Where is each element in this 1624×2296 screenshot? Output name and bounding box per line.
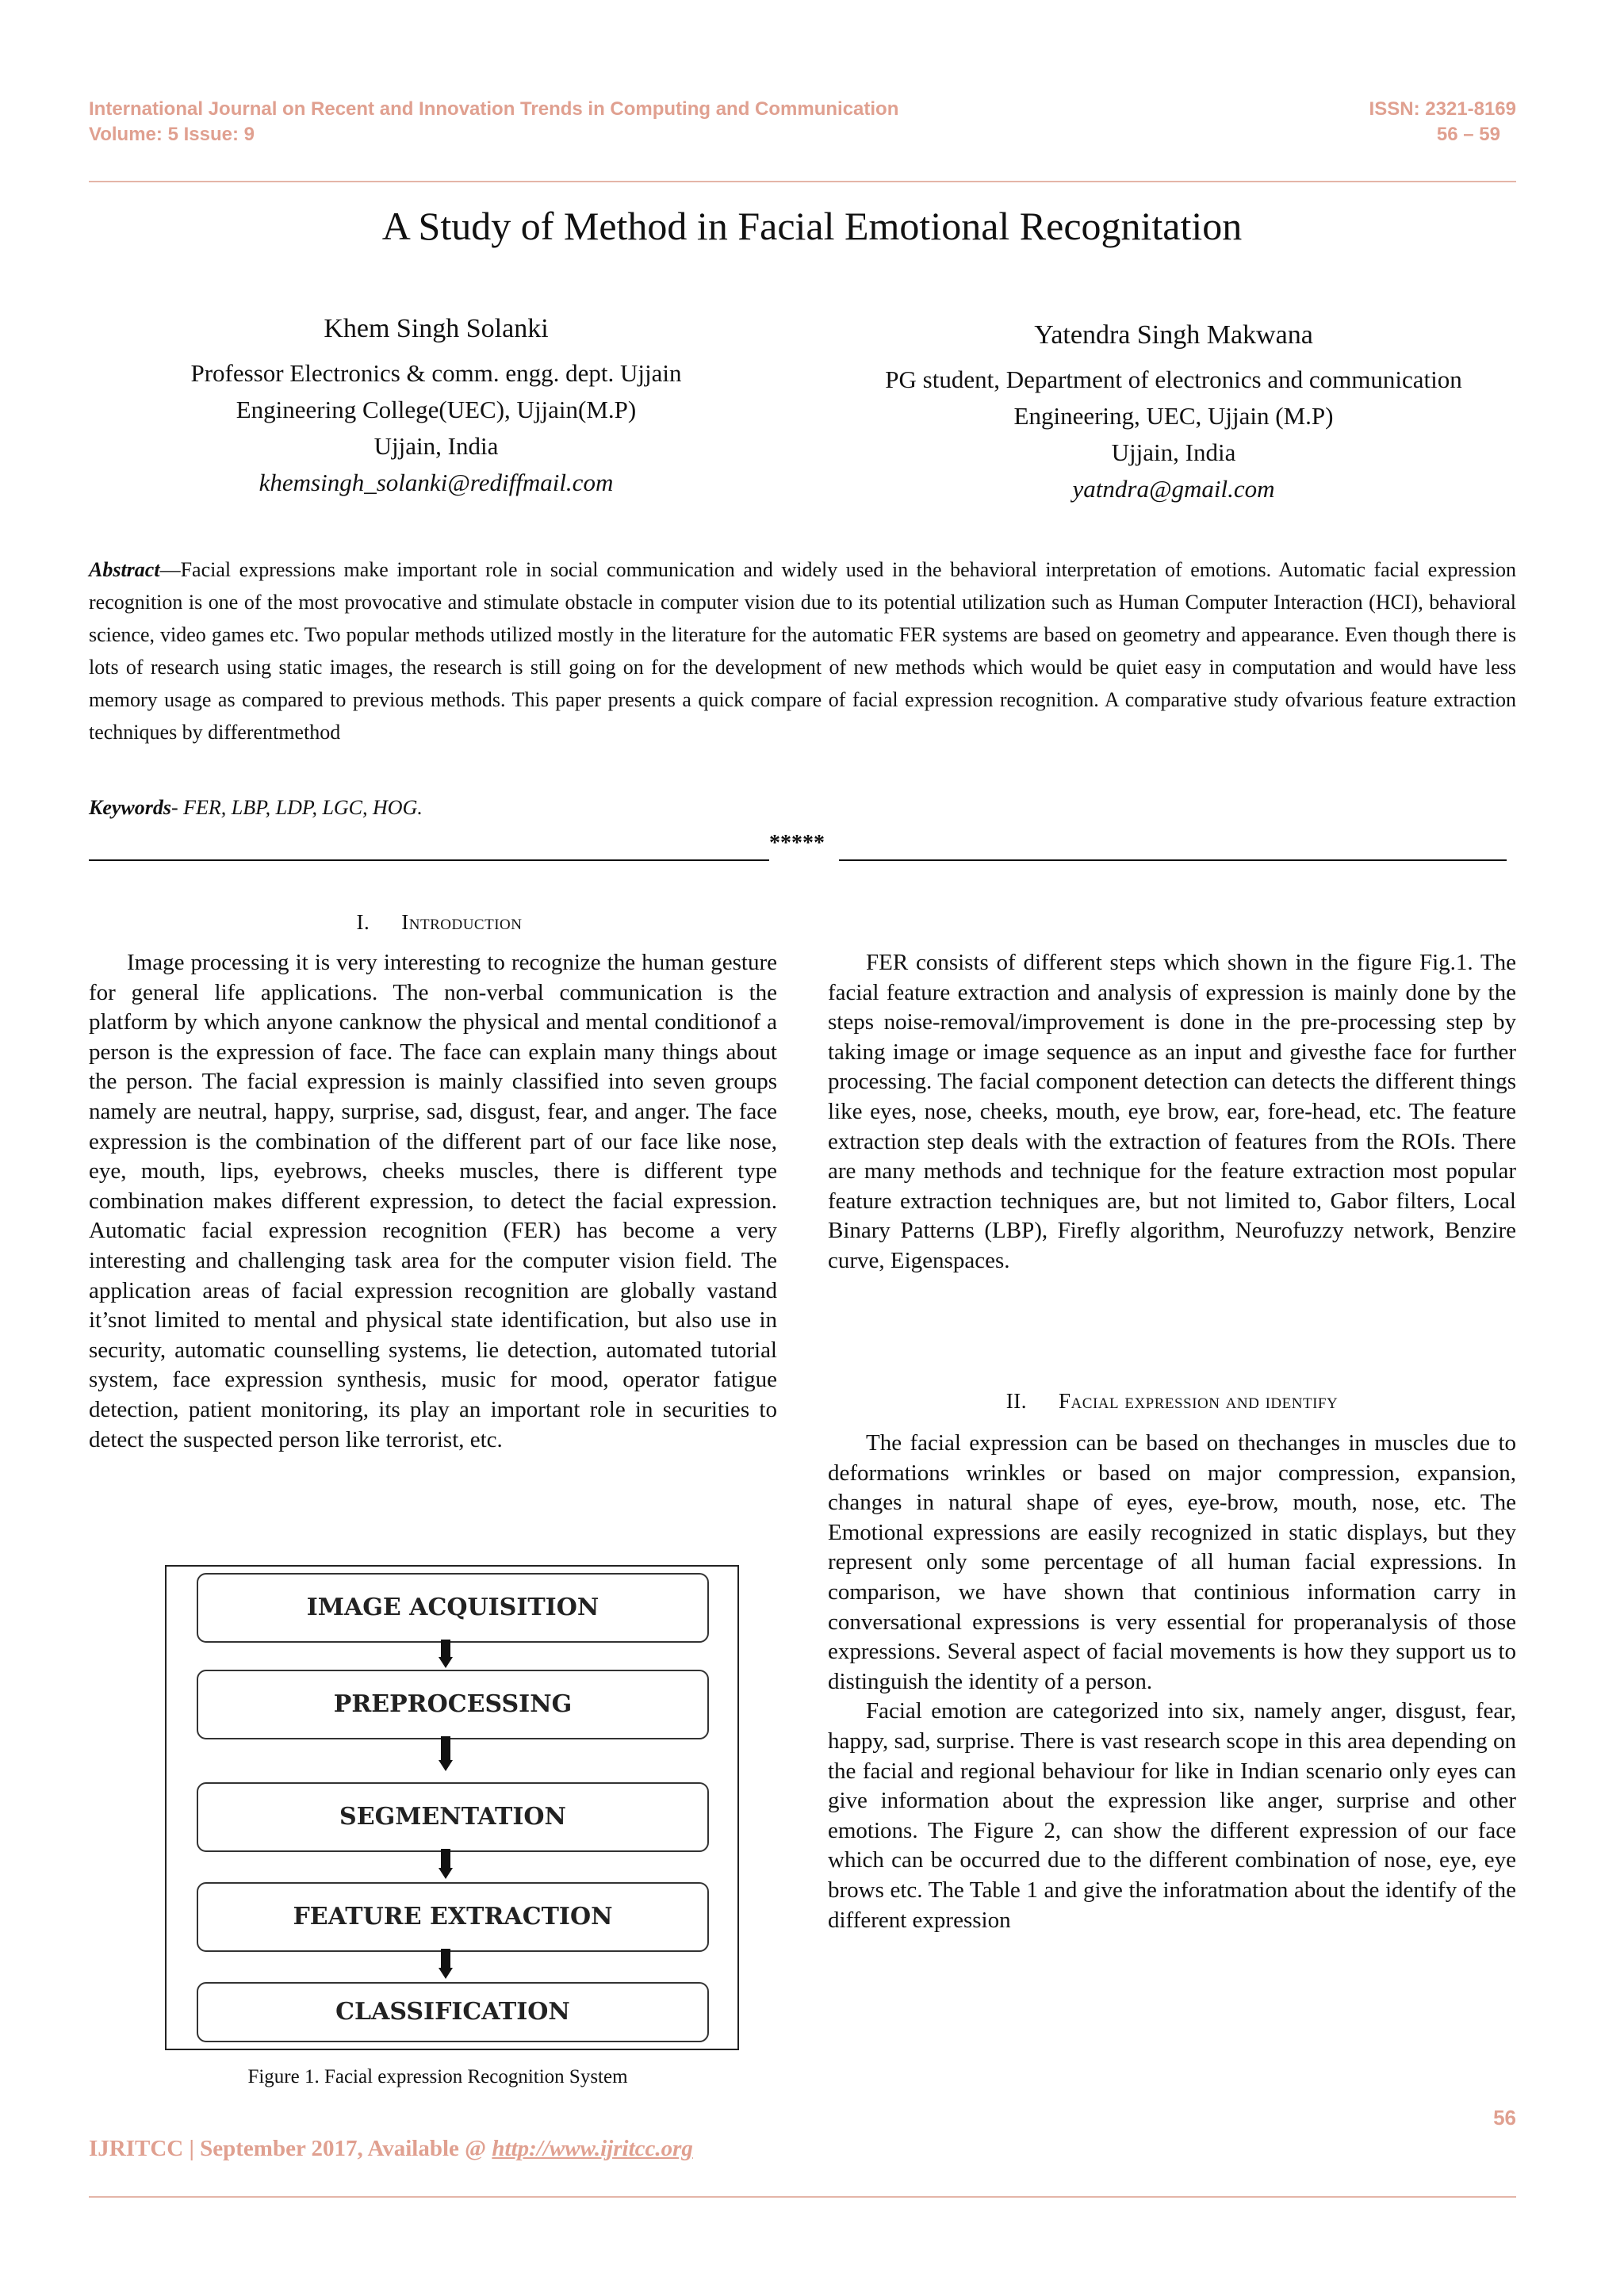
abstract <box>89 553 1516 748</box>
header-rule <box>89 181 1516 182</box>
right-column <box>828 948 1516 1276</box>
paragraph: Image processing it is very interesting to recognize the human gesture for general life applications. The non-verbal communication is the platform by which anyone canknow the physical and mental conditionof a person is the expression of face. The face can explain many things about the person. The facial expression is mainly classified into seven groups namely are neutral, happy, surprise, sad, disgust, fear, and anger. The face expression is the combination of the different part of our face like nose, eye, mouth, lips, eyebrows, cheeks muscles, there is different type combination makes different expression, to detect the facial expression. Automatic facial expression recognition (FER) has become a very interesting and challenging task area for the computer vision field. The application areas of facial expression recognition are globally vastand it’snot limited to mental and physical state identification, but also use in security, automatic counselling systems, lie detection, automated tutorial system, face expression synthesis, music for mood, operator fatigue detection, patient monitoring, its play an important role in securities to detect the suspected person like terrorist, etc. <box>89 950 777 1452</box>
step-segmentation: SEGMENTATION <box>197 1782 709 1852</box>
issn: ISSN: 2321-8169 <box>1369 98 1516 120</box>
right-column-section-2 <box>828 1429 1516 1935</box>
paragraph: Facial emotion are categorized into six, namely anger, disgust, fear, happy, sad, surprise. There is vast research scope in this area depending on the facial and regional behaviour for like in Indian scenario only eyes can give information about the expression like anger, surprise and other emotions. The Figure 2, can show the different expression of our face which can be occurred due to the different combination of nose, eye, eye brows etc. The Table 1 and give the inforatmation about the identify of the different expression <box>828 1698 1516 1933</box>
separator-line-left <box>89 859 769 861</box>
volume-issue: Volume: 5 Issue: 9 <box>89 124 255 145</box>
author-email[interactable]: yatndra@gmail.com <box>1072 475 1275 503</box>
section-number: II. <box>1005 1389 1028 1413</box>
footer-link[interactable]: http://www.ijritcc.org <box>492 2136 693 2161</box>
keywords <box>89 796 423 820</box>
abstract-dash: — <box>159 558 181 581</box>
page-range: 56 – 59 <box>1436 124 1500 145</box>
section-number: I. <box>356 910 370 934</box>
author-affiliation: Engineering College(UEC), Ujjain(M.P) <box>236 396 637 423</box>
separator-line-right <box>839 859 1507 861</box>
figure-1 <box>165 1565 739 2050</box>
arrow-down-icon <box>439 1736 453 1771</box>
step-preprocessing: PREPROCESSING <box>197 1670 709 1739</box>
journal-name: International Journal on Recent and Innovation Trends in Computing and Communication <box>89 98 899 120</box>
figure-caption: Figure 1. Facial expression Recognition System <box>247 2066 628 2087</box>
footer-rule <box>89 2196 1516 2198</box>
section-title: Facial expression and identify <box>1059 1389 1339 1413</box>
step-feature-extraction: FEATURE EXTRACTION <box>197 1882 709 1952</box>
author-affiliation: Ujjain, India <box>1111 438 1236 466</box>
page-number: 56 <box>1493 2106 1516 2130</box>
abstract-text: Facial expressions make important role in social communication and widely used in the behavioral interpretation of emotions. Automatic facial expression recognition is one of the most provocative and stimulate obstacle in computer vision due to its potential utilization such as Human Computer Interaction (HCI), behavioral science, video games etc. Two popular methods utilized mostly in the literature for the automatic FER systems are based on geometry and appearance. Even though there is lots of research using static images, the research is still going on for the development of new methods which would be quiet easy in computation and would have less memory usage as compared to previous methods. This paper presents a quick compare of facial expression recognition. A comparative study ofvarious feature extraction techniques by differentmethod <box>89 558 1516 744</box>
author-affiliation: Ujjain, India <box>373 432 499 460</box>
left-column <box>89 948 777 1455</box>
author-name: Khem Singh Solanki <box>324 314 549 343</box>
footer <box>89 2136 693 2162</box>
abstract-label: Abstract <box>89 558 160 581</box>
arrow-down-icon <box>439 1849 453 1879</box>
keywords-label: Keywords <box>89 796 171 819</box>
author-2 <box>825 317 1522 507</box>
author-1 <box>119 311 753 501</box>
author-affiliation: Engineering, UEC, Ujjain (M.P) <box>1013 402 1334 430</box>
arrow-down-icon <box>439 1640 453 1668</box>
author-affiliation: Professor Electronics & comm. engg. dept. Ujjain <box>190 359 682 387</box>
paper-title: A Study of Method in Facial Emotional Recognitation <box>381 204 1243 248</box>
author-name: Yatendra Singh Makwana <box>1034 320 1313 350</box>
step-classification: CLASSIFICATION <box>197 1982 709 2042</box>
section-title: Introduction <box>401 910 523 934</box>
footer-text: IJRITCC | September 2017, Available @ <box>89 2136 492 2161</box>
paragraph: The facial expression can be based on thechanges in muscles due to deformations wrinkles or based on major compression, expansion, changes in natural shape of eyes, eye-brow, mouth, nose, etc. The Emotional expressions are easily recognized in static displays, but they represent only some percentage of all human facial expressions. In comparison, we have shown that continious information carry in conversational expressions is very essential for properanalysis of those expressions. Several aspect of facial movements is how they support us to distinguish the identity of a person. <box>828 1430 1516 1694</box>
step-image-acquisition: IMAGE ACQUISITION <box>197 1573 709 1643</box>
author-affiliation: PG student, Department of electronics and communication <box>885 365 1462 393</box>
paragraph: FER consists of different steps which shown in the figure Fig.1. The facial feature extraction and analysis of expression is mainly done by the steps noise-removal/improvement is done in the pre-processing step by taking image or image sequence as an input and givesthe face for further processing. The facial component detection can detects the different things like eyes, nose, cheeks, mouth, eye brow, ear, fore-head, etc. The feature extraction step deals with the extraction of features from the ROIs. There are many methods and technique for the feature extraction most popular feature extraction techniques are, but not limited to, Gabor filters, Local Binary Patterns (LBP), Firefly algorithm, Neurofuzzy network, Benzire curve, Eigenspaces. <box>828 950 1516 1273</box>
keywords-text: - FER, LBP, LDP, LGC, HOG. <box>171 796 423 819</box>
section-heading-introduction <box>89 910 790 935</box>
author-email[interactable]: khemsingh_solanki@rediffmail.com <box>259 469 614 496</box>
section-heading-facial-expression <box>828 1389 1516 1414</box>
separator-stars: ***** <box>769 831 825 855</box>
arrow-down-icon <box>439 1949 453 1979</box>
